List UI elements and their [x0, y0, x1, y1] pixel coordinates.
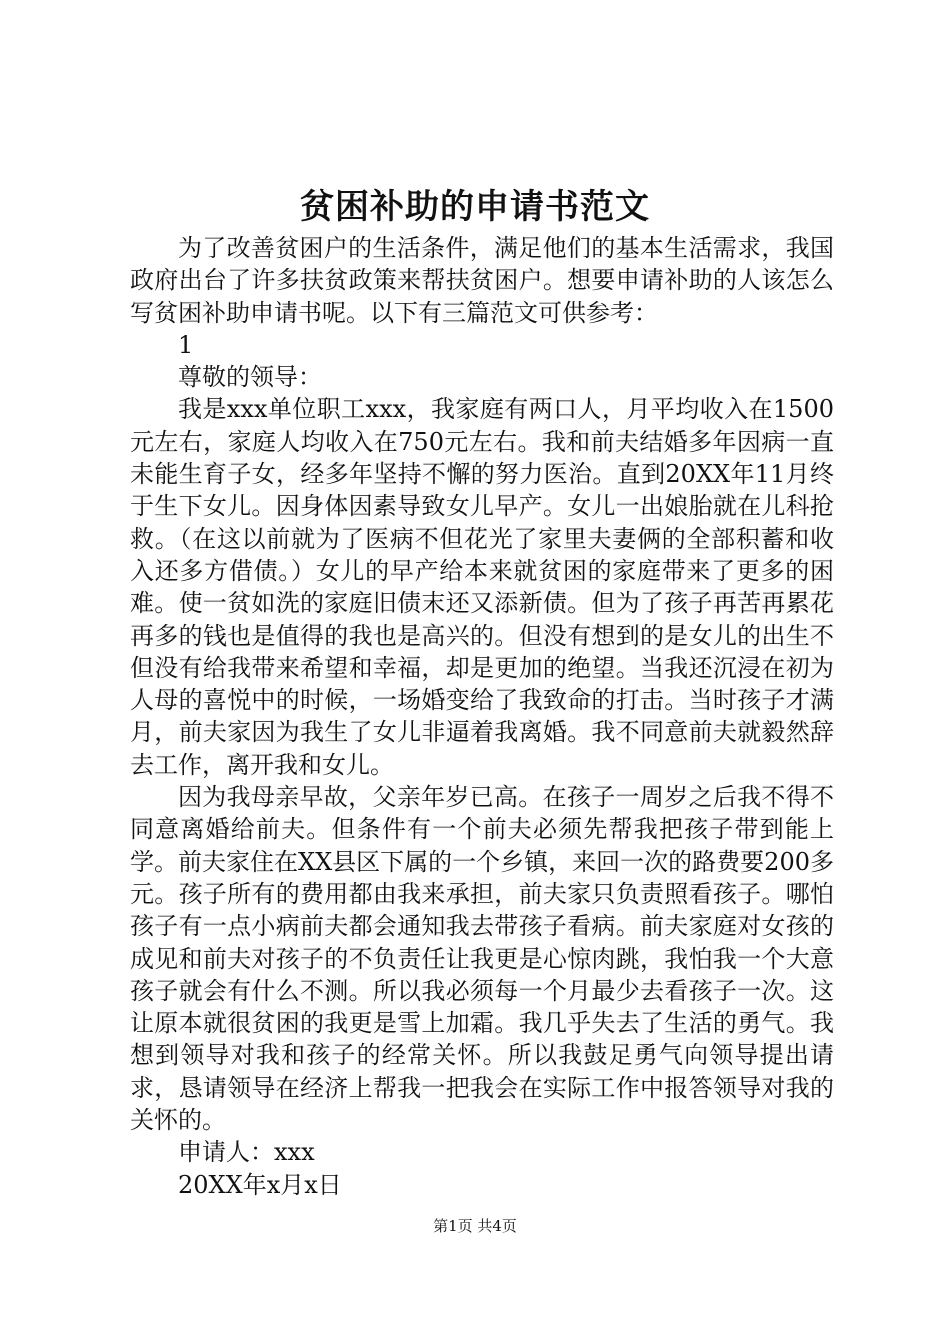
document-title: 贫困补助的申请书范文 [300, 187, 650, 227]
body-paragraph-1: 我是xxx单位职工xxx，我家庭有两口人，月平均收入在1500元左右，家庭人均收入在750元左右。我和前夫结婚多年因病一直未能生育子女，经多年坚持不懈的努力医治。直到20XX年11月终于生下女儿。因身体因素导致女儿早产。女儿一出娘胎就在儿科抢救。（在这以前就为了医病不但花光了家里夫妻俩的全部积蓄和收入还多方借债。）女儿的早产给本来就贫困的家庭带来了更多的困难。使一贫如洗的家庭旧债末还又添新债。但为了孩子再苦再累花再多的钱也是值得的我也是高兴的。但没有想到的是女儿的出生不但没有给我带来希望和幸福，却是更加的绝望。当我还沉浸在初为人母的喜悦中的时候，一场婚变给了我致命的打击。当时孩子才满月，前夫家因为我生了女儿非逼着我离婚。我不同意前夫就毅然辞去工作，离开我和女儿。 [130, 395, 834, 779]
page-footer: 第1页 共4页 [433, 1217, 517, 1235]
intro-paragraph: 为了改善贫困户的生活条件，满足他们的基本生活需求，我国政府出台了许多扶贫政策来帮扶贫困户。想要申请补助的人该怎么写贫困补助申请书呢。以下有三篇范文可供参考： [130, 234, 834, 327]
document-body [130, 232, 834, 1201]
date-line: 20XX年x月x日 [178, 1170, 342, 1199]
salutation: 尊敬的领导： [178, 363, 322, 392]
section-number: 1 [178, 330, 194, 359]
body-paragraph-2: 因为我母亲早故，父亲年岁已高。在孩子一周岁之后我不得不同意离婚给前夫。但条件有一个前夫必须先帮我把孩子带到能上学。前夫家住在XX县区下属的一个乡镇，来回一次的路费要200多元。孩子所有的费用都由我来承担，前夫家只负责照看孩子。哪怕孩子有一点小病前夫都会通知我去带孩子看病。前夫家庭对女孩的成见和前夫对孩子的不负责任让我更是心惊肉跳，我怕我一个大意孩子就会有什么不测。所以我必须每一个月最少去看孩子一次。这让原本就很贫困的我更是雪上加霜。我几乎失去了生活的勇气。我想到领导对我和孩子的经常关怀。所以我鼓足勇气向领导提出请求，恳请领导在经济上帮我一把我会在实际工作中报答领导对我的关怀的。 [130, 783, 834, 1135]
applicant-line: 申请人：xxx [178, 1138, 315, 1167]
